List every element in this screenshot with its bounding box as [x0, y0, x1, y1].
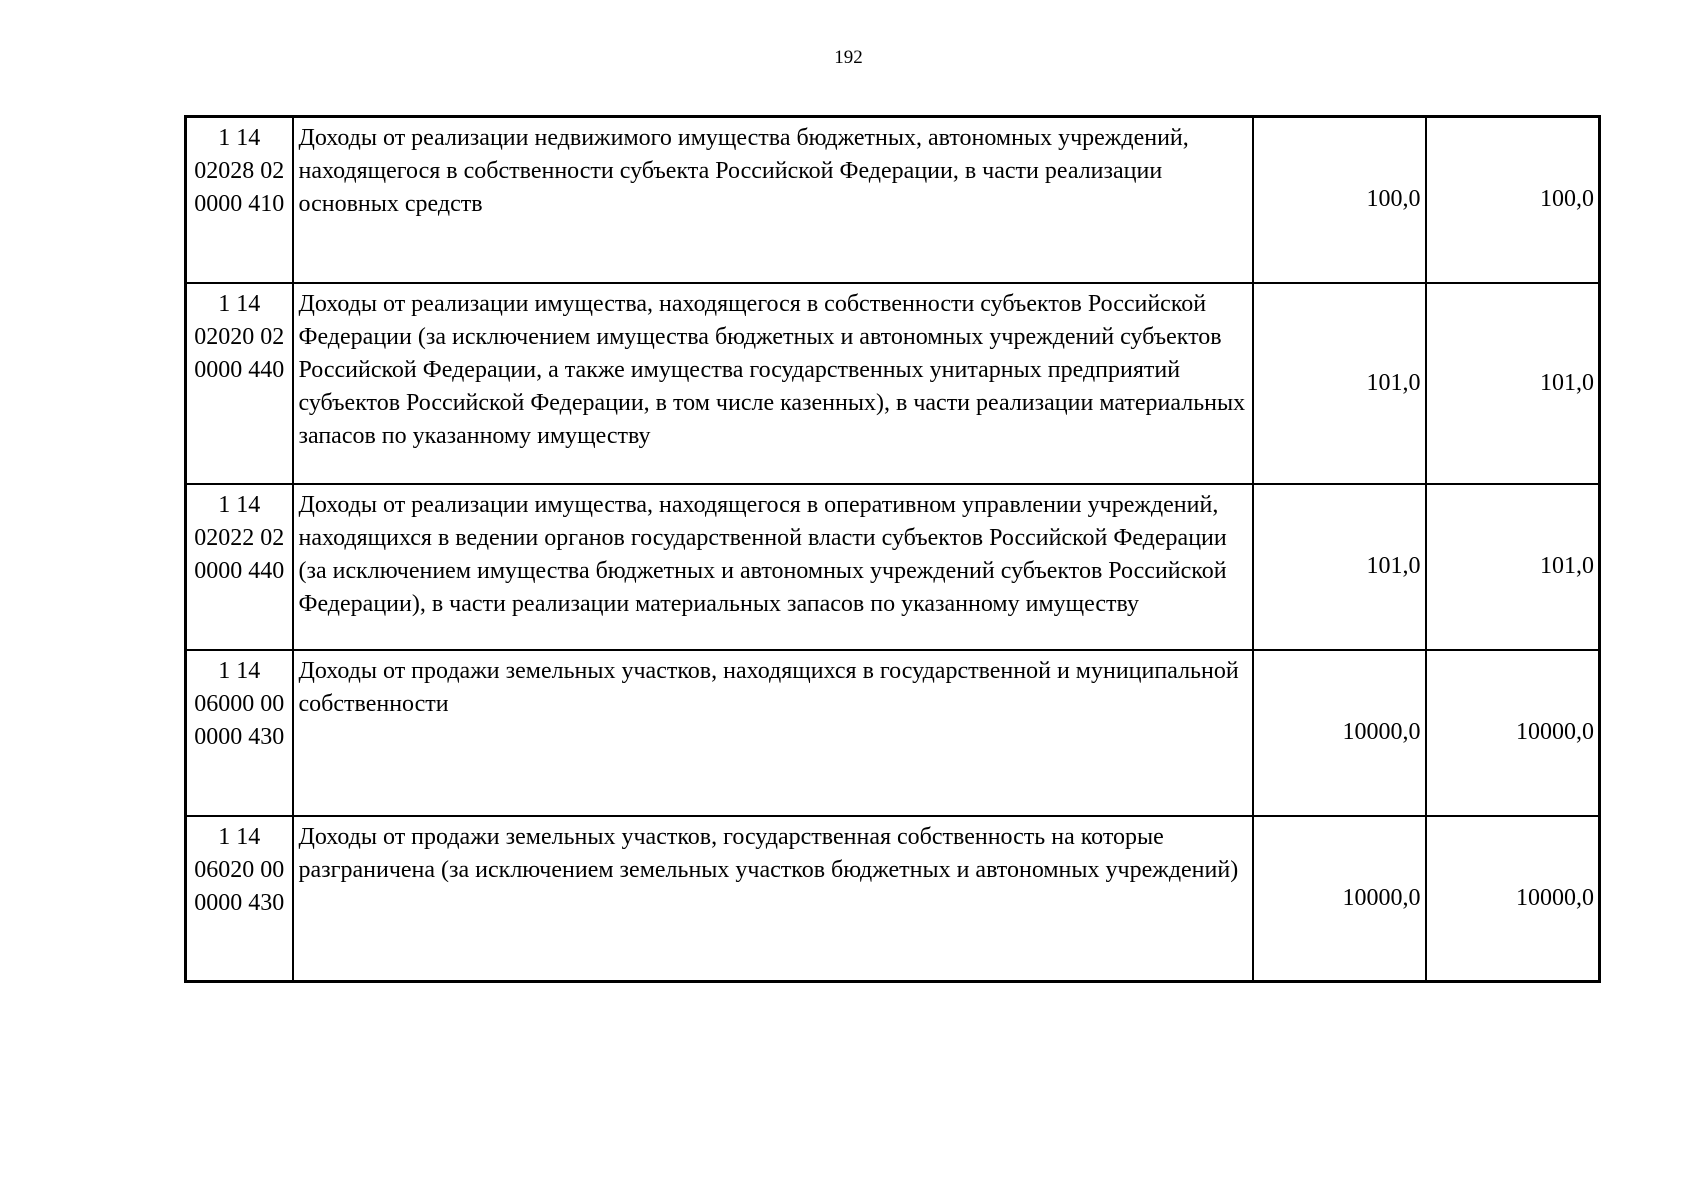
- revenue-table: [184, 115, 1601, 983]
- amount-cell-1: 10000,0: [1253, 650, 1426, 816]
- revenue-code-line: 0000 440: [194, 356, 285, 383]
- revenue-code-line: 0000 430: [194, 723, 285, 750]
- revenue-code-line: 02028 02: [194, 158, 285, 184]
- revenue-code-cell: [186, 117, 293, 283]
- revenue-code-line: 0000 440: [194, 557, 285, 584]
- amount-cell-2: 10000,0: [1426, 816, 1600, 982]
- revenue-code-line: 0000 410: [194, 191, 285, 217]
- amount-cell-2: 101,0: [1426, 283, 1600, 484]
- table-row: [186, 484, 1600, 650]
- revenue-code-line: 1 14: [218, 125, 261, 151]
- revenue-code-line: 1 14: [218, 657, 261, 684]
- amount-cell-2: 101,0: [1426, 484, 1600, 650]
- revenue-code-cell: [186, 650, 293, 816]
- revenue-name-cell: Доходы от продажи земельных участков, государственная собственность на которые разграничена (за исключением земельных участков бюджетных и автономных учреждений): [293, 816, 1253, 982]
- revenue-code-line: 06000 00: [194, 690, 285, 717]
- table-row: [186, 650, 1600, 816]
- revenue-code-line: 1 14: [218, 491, 261, 518]
- revenue-code-cell: [186, 283, 293, 484]
- table-row: [186, 117, 1600, 283]
- amount-cell-2: 100,0: [1426, 117, 1600, 283]
- amount-cell-1: 101,0: [1253, 283, 1426, 484]
- revenue-code-line: 02020 02: [194, 323, 285, 350]
- revenue-code-line: 1 14: [218, 823, 261, 850]
- revenue-code-line: 0000 430: [194, 889, 285, 916]
- revenue-code-cell: [186, 816, 293, 982]
- table-row: [186, 816, 1600, 982]
- revenue-name-cell: Доходы от реализации недвижимого имущества бюджетных, автономных учреждений, находящегося в собственности субъекта Российской Федерации, в части реализации основных средств: [293, 117, 1253, 283]
- table-row: [186, 283, 1600, 484]
- revenue-code-cell: [186, 484, 293, 650]
- revenue-name-cell: Доходы от реализации имущества, находящегося в собственности субъектов Российской Федерации (за исключением имущества бюджетных и автономных учреждений субъектов Российской Федерации, а также имущества государственных унитарных предприятий субъектов Российской Федерации, в том числе казенных), в части реализации материальных запасов по указанному имуществу: [293, 283, 1253, 484]
- page-number: 192: [834, 47, 863, 68]
- revenue-code-line: 06020 00: [194, 856, 285, 883]
- amount-cell-2: 10000,0: [1426, 650, 1600, 816]
- amount-cell-1: 101,0: [1253, 484, 1426, 650]
- amount-cell-1: 10000,0: [1253, 816, 1426, 982]
- revenue-code-line: 02022 02: [194, 524, 285, 551]
- amount-cell-1: 100,0: [1253, 117, 1426, 283]
- revenue-name-cell: Доходы от продажи земельных участков, находящихся в государственной и муниципальной собственности: [293, 650, 1253, 816]
- revenue-code-line: 1 14: [218, 290, 261, 317]
- revenue-name-cell: Доходы от реализации имущества, находящегося в оперативном управлении учреждений, находящихся в ведении органов государственной власти субъектов Российской Федерации (за исключением имущества бюджетных и автономных учреждений субъектов Российской Федерации), в части реализации материальных запасов по указанному имуществу: [293, 484, 1253, 650]
